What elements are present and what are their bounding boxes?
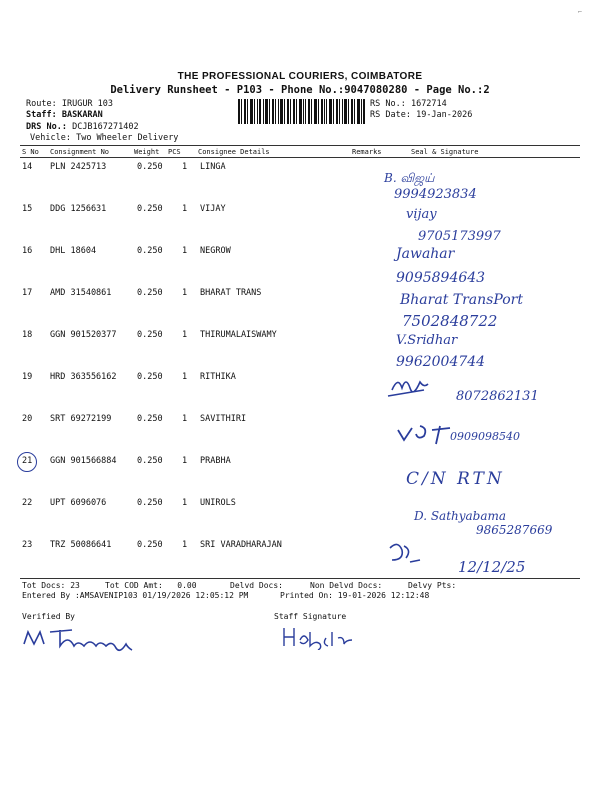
row-pcs: 1 xyxy=(182,162,188,172)
row-sno: 23 xyxy=(22,540,33,550)
barcode-image xyxy=(238,99,366,124)
corner-mark: ⌐ xyxy=(577,8,582,16)
sig-row-23-scribble xyxy=(390,544,420,562)
row-sno: 22 xyxy=(22,498,33,508)
sig-row-21-remark: C/N RTN xyxy=(406,469,505,489)
sig-row-17-name: Bharat TransPort xyxy=(400,292,523,308)
totals-line xyxy=(22,581,80,590)
sig-row-19-scribble xyxy=(388,382,428,396)
row-consignee: RITHIKA xyxy=(200,372,236,382)
row-consignment: UPT 6096076 xyxy=(50,498,107,508)
row-consignment: GGN 901520377 xyxy=(50,330,117,340)
sig-row-16-name: Jawahar xyxy=(396,246,455,262)
row-consignment: AMD 31540861 xyxy=(50,288,112,298)
rs-date-label: RS Date: xyxy=(370,110,411,120)
row-pcs: 1 xyxy=(182,204,188,214)
non-delvd-docs-label: Non Delvd Docs: xyxy=(310,581,383,590)
row-weight: 0.250 xyxy=(137,162,163,172)
drs-value: DCJB167271402 xyxy=(72,122,139,132)
route-value: IRUGUR 103 xyxy=(61,99,114,109)
col-consignee-header: Consignee Details xyxy=(198,148,270,156)
row-pcs: 1 xyxy=(182,540,188,550)
drs-label: DRS No.: xyxy=(26,122,67,132)
vehicle-line xyxy=(30,133,178,143)
verified-by-signature xyxy=(20,622,140,652)
row-weight: 0.250 xyxy=(137,330,163,340)
entered-by-line: Entered By :AMSAVENIP103 01/19/2026 12:05:12 PM xyxy=(22,591,249,600)
col-seal-header: Seal & Signature xyxy=(411,148,479,156)
route-label: Route: xyxy=(26,99,57,109)
col-weight-header: Weight xyxy=(134,148,160,156)
rs-date-line xyxy=(370,110,472,120)
row-pcs: 1 xyxy=(182,288,188,298)
tot-docs-label: Tot Docs: xyxy=(22,581,66,590)
row-weight: 0.250 xyxy=(137,246,163,256)
row-sno: 17 xyxy=(22,288,33,298)
tot-docs-value: 23 xyxy=(70,581,80,590)
sig-row-22-phone: 9865287669 xyxy=(476,523,553,537)
row-consignee: VIJAY xyxy=(200,204,226,214)
row-weight: 0.250 xyxy=(137,540,163,550)
sig-row-22-name: D. Sathyabama xyxy=(414,509,507,523)
printed-on-line: Printed On: 19-01-2026 12:12:48 xyxy=(280,591,430,600)
sig-row-23-date: 12/12/25 xyxy=(458,558,526,576)
row-pcs: 1 xyxy=(182,456,188,466)
handwritten-signatures xyxy=(370,164,590,578)
tot-cod-line xyxy=(105,581,197,590)
col-consignment-header: Consignment No xyxy=(50,148,110,156)
col-remarks-header: Remarks xyxy=(352,148,382,156)
col-pcs-header: PCS xyxy=(168,148,181,156)
row-consignee: UNIROLS xyxy=(200,498,236,508)
staff-label: Staff: xyxy=(26,110,57,120)
tot-cod-value: 0.00 xyxy=(177,581,197,590)
sig-row-17-phone: 7502848722 xyxy=(402,312,498,330)
row-consignment: DHL 18604 xyxy=(50,246,97,256)
vehicle-label: Vehicle: xyxy=(30,133,71,143)
row-consignee: LINGA xyxy=(200,162,226,172)
staff-line xyxy=(26,110,103,120)
rs-date-value: 19-Jan-2026 xyxy=(416,110,473,120)
rs-no-line xyxy=(370,99,447,109)
header-bottom-rule xyxy=(20,157,580,158)
sig-row-20-scribble xyxy=(398,426,450,444)
row-consignee: BHARAT TRANS xyxy=(200,288,262,298)
row-weight: 0.250 xyxy=(137,288,163,298)
sig-row-15-name: vijay xyxy=(406,207,437,222)
row-pcs: 1 xyxy=(182,330,188,340)
sig-row-15-phone: 9705173997 xyxy=(418,229,501,244)
staff-signature-mark xyxy=(280,624,360,650)
sig-row-19-phone: 8072862131 xyxy=(456,389,539,404)
sig-row-14-phone: 9994923834 xyxy=(394,187,477,202)
header-top-rule xyxy=(20,145,580,146)
sig-row-18-phone: 9962004744 xyxy=(396,354,486,370)
row-weight: 0.250 xyxy=(137,456,163,466)
row-pcs: 1 xyxy=(182,246,188,256)
staff-value: BASKARAN xyxy=(61,110,103,120)
row-pcs: 1 xyxy=(182,414,188,424)
verified-by-label: Verified By xyxy=(22,612,75,621)
row-pcs: 1 xyxy=(182,372,188,382)
row-sno: 14 xyxy=(22,162,33,172)
row-sno: 18 xyxy=(22,330,33,340)
row-weight: 0.250 xyxy=(137,372,163,382)
row-weight: 0.250 xyxy=(137,414,163,424)
row-sno: 16 xyxy=(22,246,33,256)
delvy-pts-label: Delvy Pts: xyxy=(408,581,457,590)
col-sno-header: S No xyxy=(22,148,39,156)
row-consignee: SRI VARADHARAJAN xyxy=(200,540,282,550)
company-title: THE PROFESSIONAL COURIERS, COIMBATORE xyxy=(177,71,423,82)
row-consignee: NEGROW xyxy=(200,246,231,256)
row-consignment: TRZ 50086641 xyxy=(50,540,112,550)
runsheet-title: Delivery Runsheet - P103 - Phone No.:9047080280 - Page No.:2 xyxy=(110,84,490,96)
row-consignment: GGN 901566884 xyxy=(50,456,117,466)
row-consignment: SRT 69272199 xyxy=(50,414,112,424)
drs-line xyxy=(26,122,139,132)
sig-row-18-name: V.Sridhar xyxy=(396,333,458,348)
row-consignment: PLN 2425713 xyxy=(50,162,107,172)
delvd-docs-label: Delvd Docs: xyxy=(230,581,283,590)
row-consignee: THIRUMALAISWAMY xyxy=(200,330,277,340)
row-sno: 19 xyxy=(22,372,33,382)
sig-row-20-phone: 0909098540 xyxy=(450,430,520,443)
route-line xyxy=(26,99,113,109)
row-consignment: DDG 1256631 xyxy=(50,204,107,214)
row-weight: 0.250 xyxy=(137,498,163,508)
rs-no-value: 1672714 xyxy=(410,99,447,109)
footer-rule xyxy=(20,578,580,579)
row-weight: 0.250 xyxy=(137,204,163,214)
rs-no-label: RS No.: xyxy=(370,99,406,109)
staff-signature-label: Staff Signature xyxy=(274,612,347,621)
sig-row-14-name: B. விஜய் xyxy=(384,171,435,185)
row-pcs: 1 xyxy=(182,498,188,508)
row-consignee: PRABHA xyxy=(200,456,231,466)
row-sno: 21 xyxy=(22,456,33,466)
sig-row-16-phone: 9095894643 xyxy=(396,270,486,286)
row-sno: 20 xyxy=(22,414,33,424)
vehicle-value: Two Wheeler Delivery xyxy=(76,133,179,143)
row-sno: 15 xyxy=(22,204,33,214)
tot-cod-label: Tot COD Amt: xyxy=(105,581,163,590)
row-consignment: HRD 363556162 xyxy=(50,372,117,382)
row-consignee: SAVITHIRI xyxy=(200,414,247,424)
